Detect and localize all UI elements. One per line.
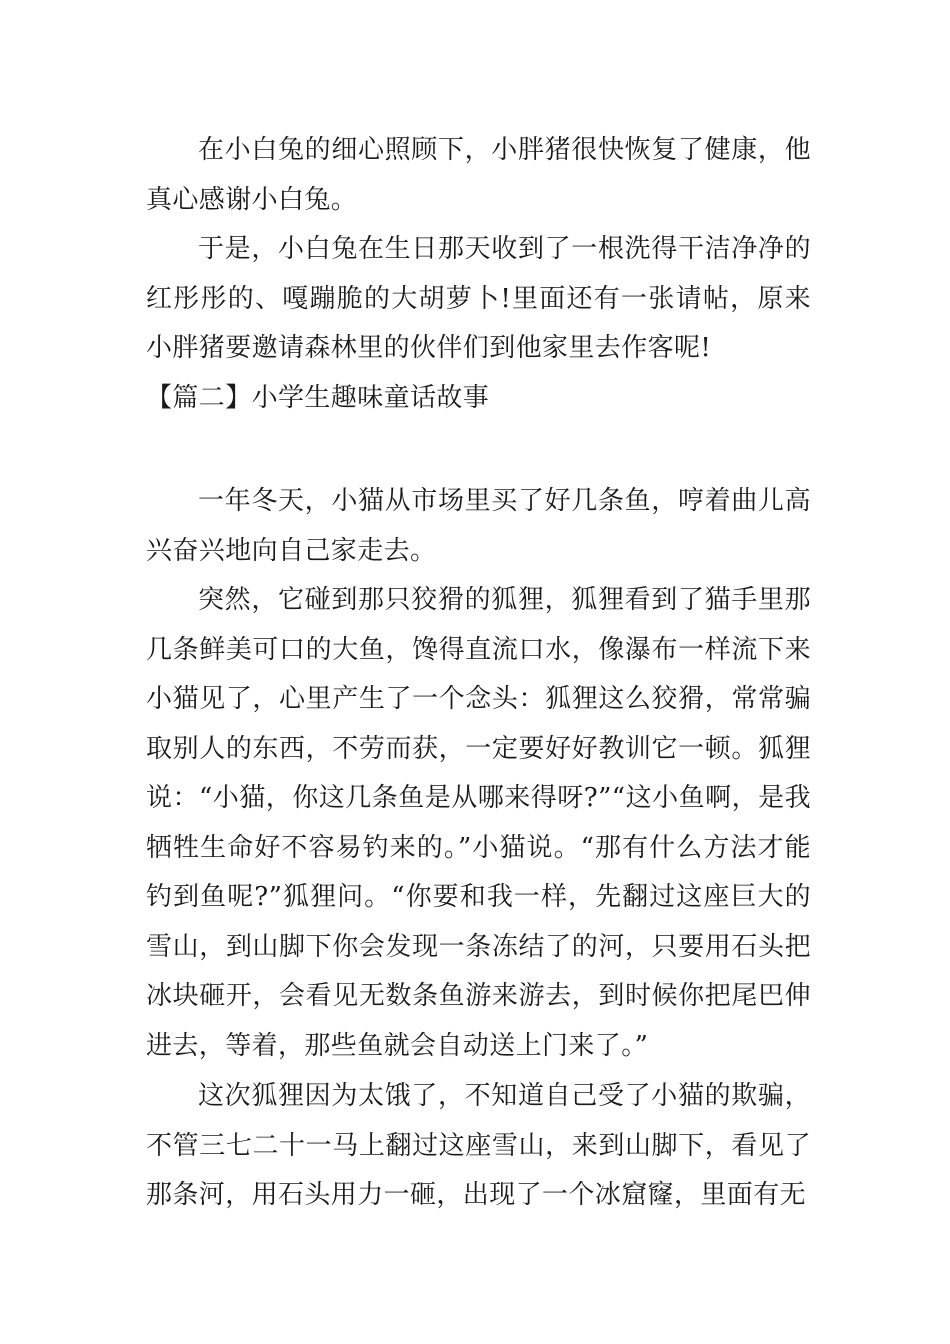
- story-two-paragraph-2: [146, 576, 811, 1071]
- story-one-ending-paragraph-2: [146, 225, 811, 374]
- story-one-ending-paragraph-1: [146, 126, 811, 225]
- section-heading-block: [146, 374, 811, 424]
- paragraph-text: 一年冬天，小猫从市场里买了好几条鱼，哼着曲儿高兴奋兴地向自己家走去。: [146, 486, 811, 566]
- paragraph-text: 在小白兔的细心照顾下，小胖猪很快恢复了健康，他真心感谢小白兔。: [146, 135, 811, 215]
- paragraph-text: 于是，小白兔在生日那天收到了一根洗得干洁净净的红彤彤的、嘎蹦脆的大胡萝卜!里面还有一张请帖，原来小胖猪要邀请森林里的伙伴们到他家里去作客呢!: [146, 234, 811, 363]
- story-two-paragraph-1: [146, 477, 811, 576]
- paragraph-text: 这次狐狸因为太饿了，不知道自己受了小猫的欺骗，不管三七二十一马上翻过这座雪山，来到山脚下，看见了那条河，用石头用力一砸，出现了一个冰窟窿，里面有无: [146, 1081, 811, 1210]
- paragraph-text: 突然，它碰到那只狡猾的狐狸，狐狸看到了猫手里那几条鲜美可口的大鱼，馋得直流口水，像瀑布一样流下来小猫见了，心里产生了一个念头：狐狸这么狡猾，常常骗取别人的东西，不劳而获，一定要好好教训它一顿。狐狸说：“小猫，你这几条鱼是从哪来得呀?”“这小鱼啊，是我牺牲生命好不容易钓来的。”小猫说。“那有什么方法才能钓到鱼呢?”狐狸问。“你要和我一样，先翻过这座巨大的雪山，到山脚下你会发现一条冻结了的河，只要用石头把冰块砸开，会看见无数条鱼游来游去，到时候你把尾巴伸进去，等着，那些鱼就会自动送上门来了。”: [146, 585, 811, 1061]
- section-heading: 【篇二】小学生趣味童话故事: [146, 383, 490, 413]
- story-two-paragraph-3: [146, 1072, 811, 1221]
